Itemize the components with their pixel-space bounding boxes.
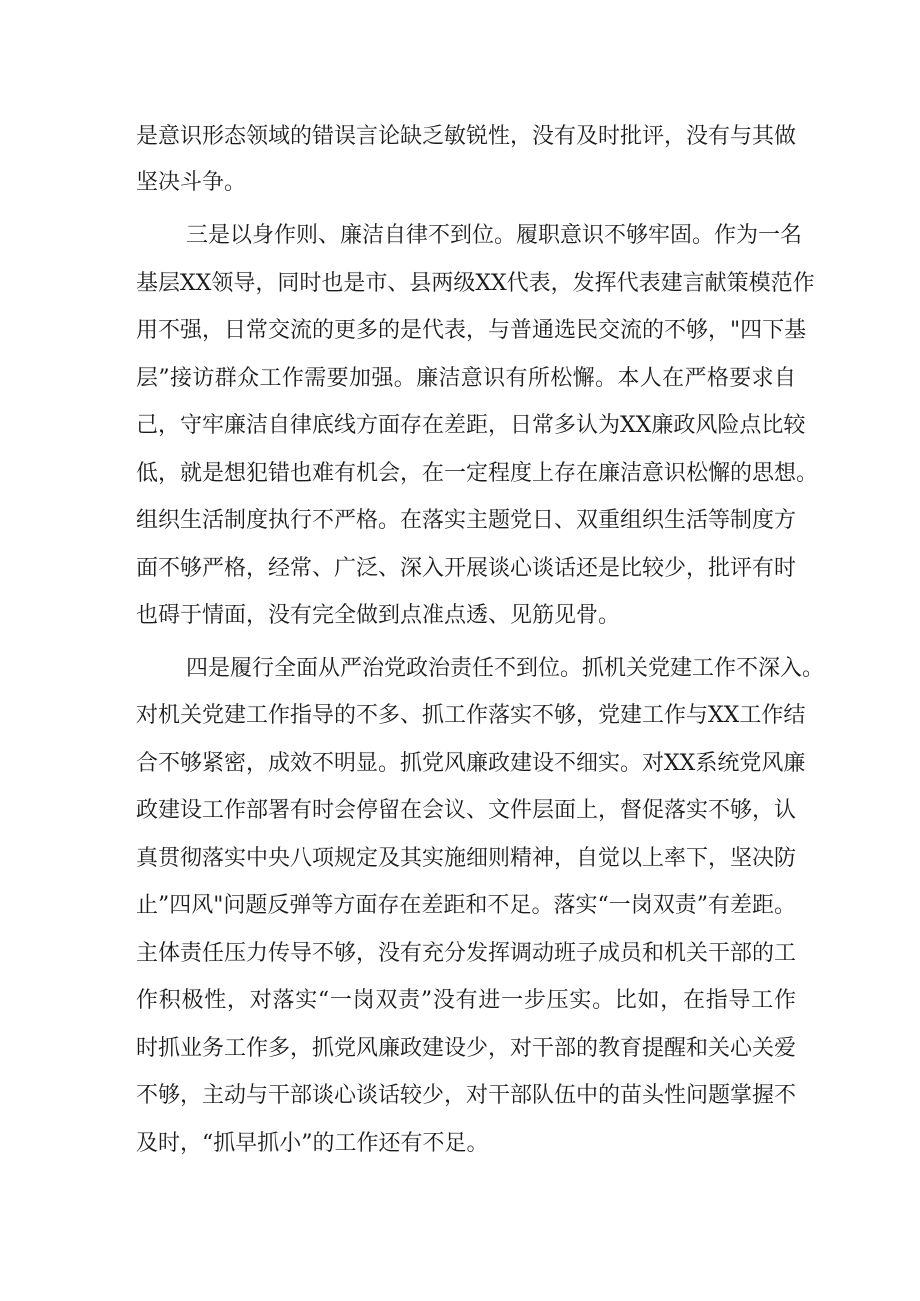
text-line: 政建设工作部署有时会停留在会议、文件层面上，督促落实不够，认 (136, 798, 797, 823)
text-line: 不够，主动与干部谈心谈话较少，对干部队伍中的苗头性问题掌握不 (136, 1083, 797, 1108)
text-line: 真贯彻落实中央八项规定及其实施细则精神，自觉以上率下，坚决防 (136, 846, 797, 871)
text-line: 四是履行全面从严治党政治责任不到位。抓机关党建工作不深入。 (186, 656, 825, 681)
text-line: 面不够严格，经常、广泛、深入开展谈心谈话还是比较少，批评有时 (136, 556, 797, 581)
text-line: 低，就是想犯错也难有机会，在一定程度上存在廉洁意识松懈的思想。 (136, 461, 819, 486)
text-line: 时抓业务工作多，抓党风廉政建设少，对干部的教育提醒和关心关爱 (136, 1036, 797, 1061)
text-line: 基层XX领导，同时也是市、县两级XX代表，发挥代表建言献策模范作 (136, 271, 815, 296)
text-line: 也碍于情面，没有完全做到点准点透、见筋见骨。 (136, 603, 621, 628)
text-line: 用不强，日常交流的更多的是代表，与普通选民交流的不够，"四下基 (136, 318, 807, 343)
text-line: 主体责任压力传导不够，没有充分发挥调动班子成员和机关干部的工 (136, 941, 797, 966)
text-line: 是意识形态领域的错误言论缺乏敏锐性，没有及时批评，没有与其做 (136, 124, 797, 149)
text-line: 组织生活制度执行不严格。在落实主题党日、双重组织生活等制度方 (136, 508, 797, 533)
text-line: 层”接访群众工作需要加强。廉洁意识有所松懈。本人在严格要求自 (136, 366, 796, 391)
text-line: 坚决斗争。 (136, 170, 247, 195)
text-line: 作积极性，对落实“一岗双责”没有进一步压实。比如，在指导工作 (136, 988, 796, 1013)
text-line: 止”四风"问题反弹等方面存在差距和不足。落实“一岗双责”有差距。 (136, 893, 796, 918)
text-line: 及时，“抓早抓小”的工作还有不足。 (136, 1131, 489, 1156)
text-line: 对机关党建工作指导的不多、抓工作落实不够，党建工作与XX工作结 (136, 703, 806, 728)
text-line: 三是以身作则、廉洁自律不到位。履职意识不够牢固。作为一名 (186, 223, 803, 248)
text-line: 己，守牢廉洁自律底线方面存在差距，日常多认为XX廉政风险点比较 (136, 413, 806, 438)
text-line: 合不够紧密，成效不明显。抓党风廉政建设不细实。对XX系统党风廉 (136, 751, 806, 776)
